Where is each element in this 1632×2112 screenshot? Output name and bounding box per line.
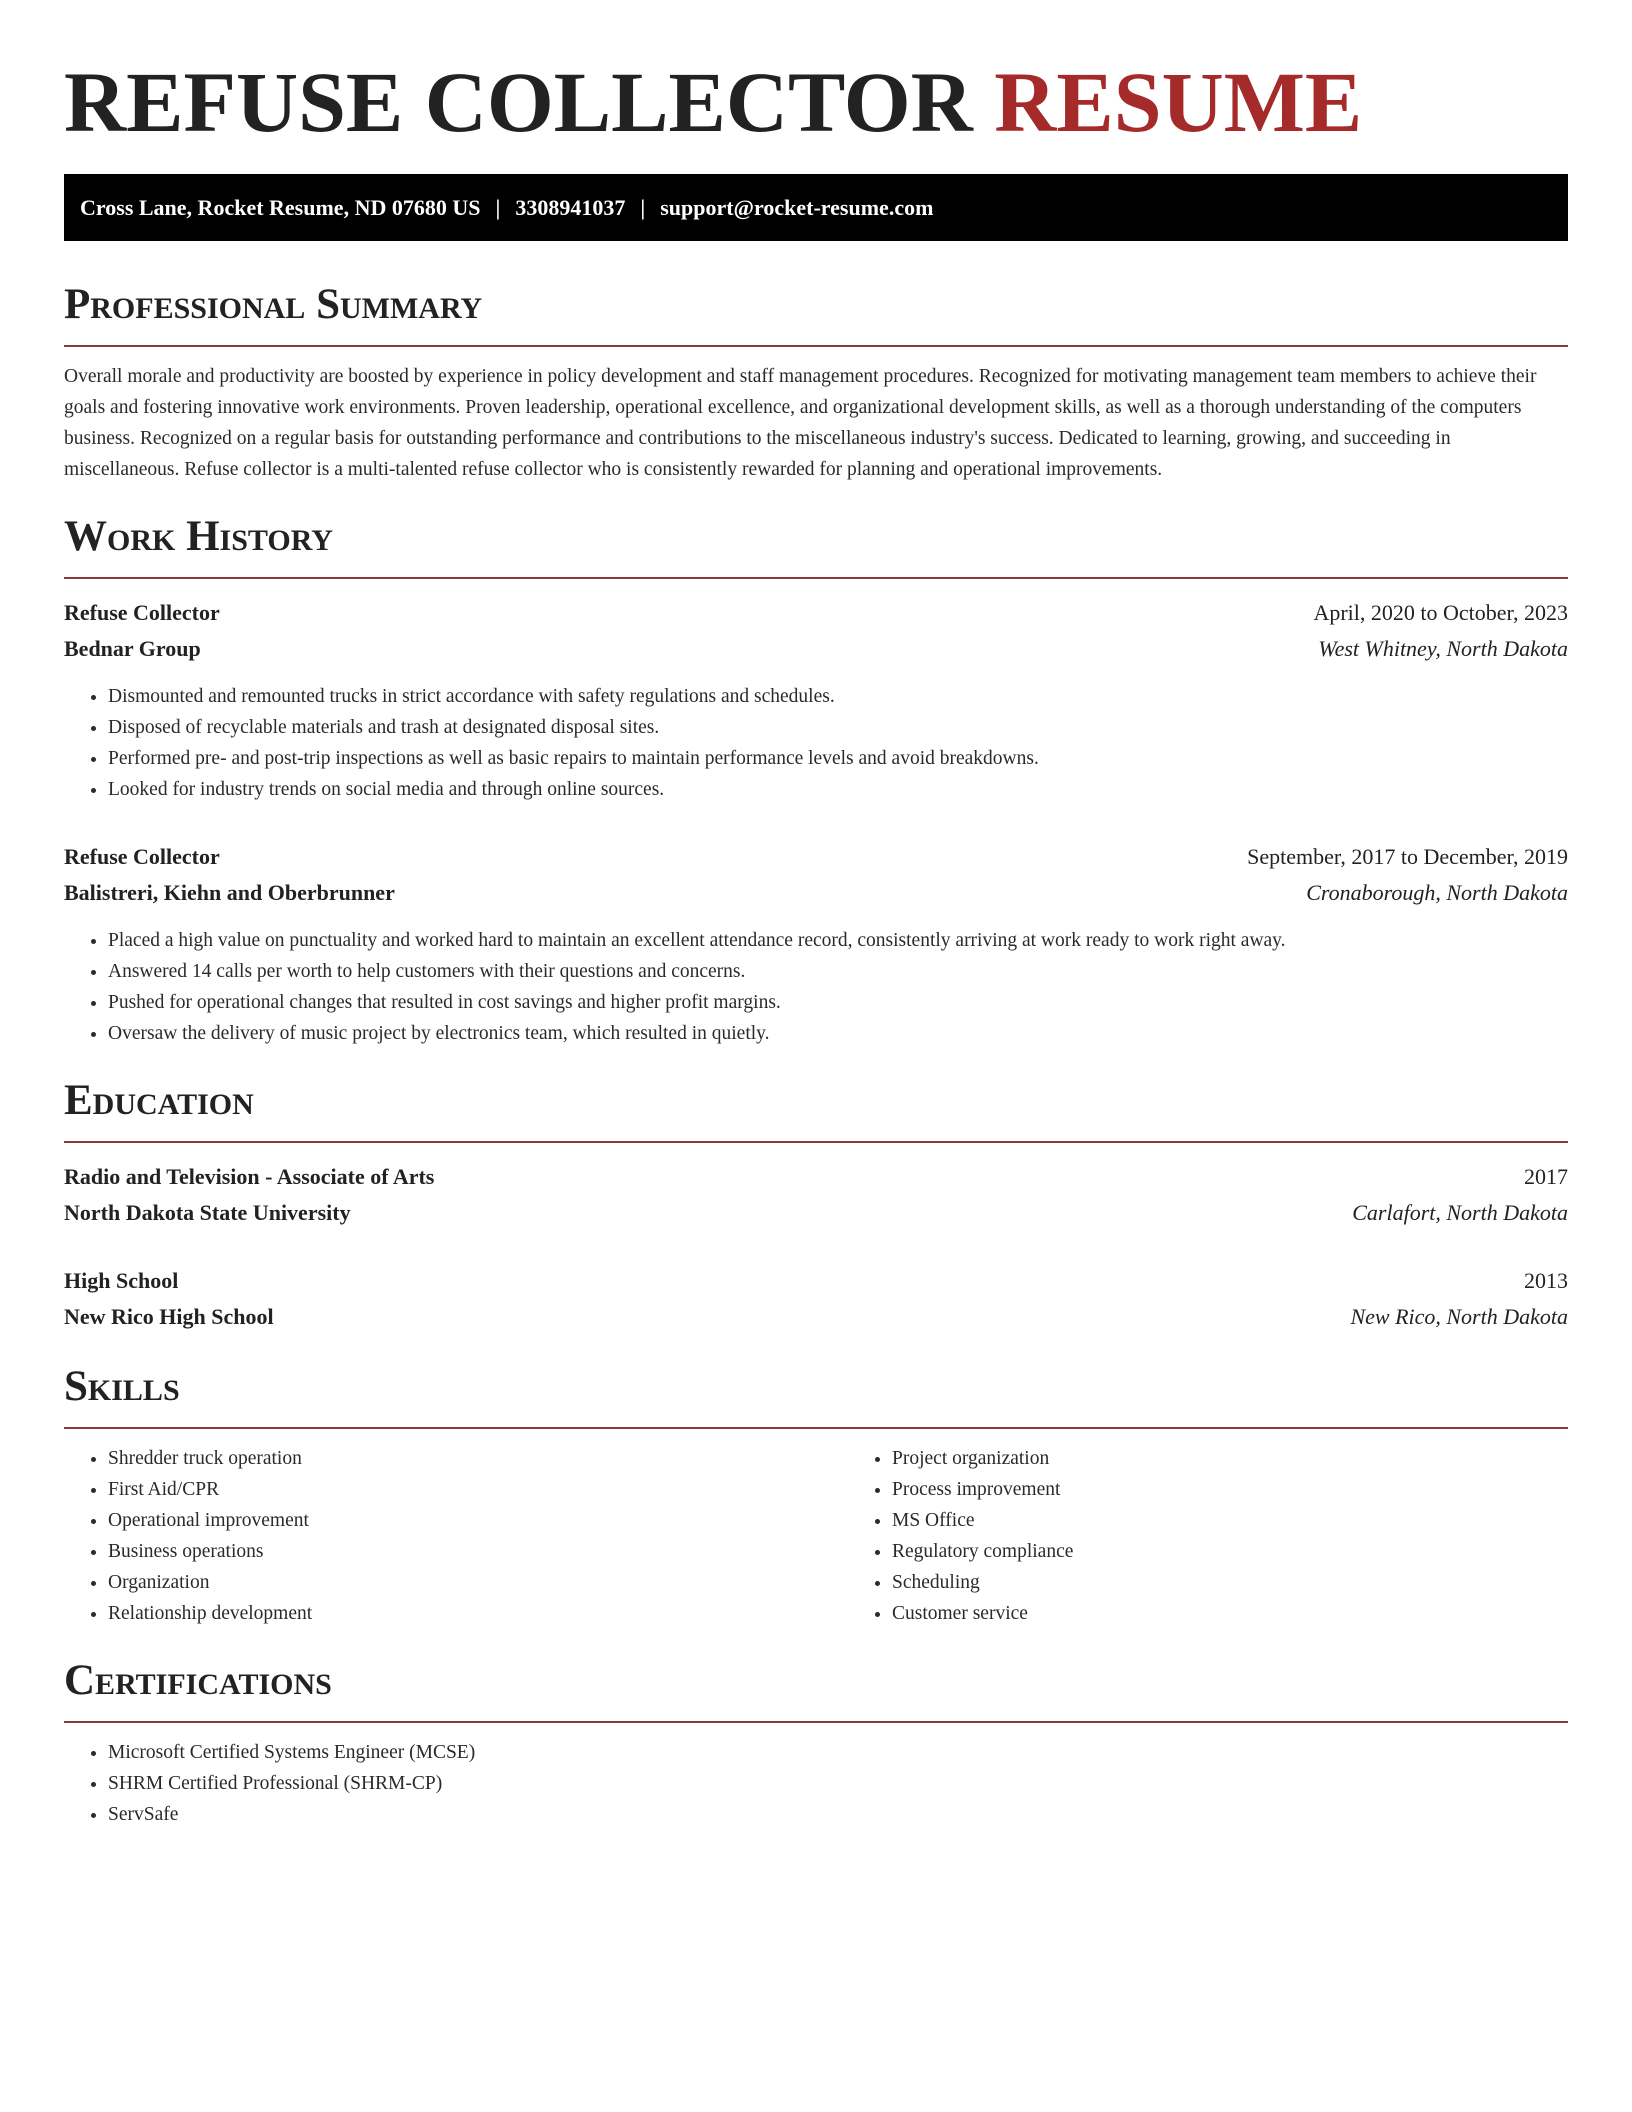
list-item: • Dismounted and remounted trucks in strict accordance with safety regulations and schedules. <box>108 681 1568 712</box>
list-item: • Pushed for operational changes that resulted in cost savings and higher profit margins. <box>108 987 1568 1018</box>
job-entry <box>64 595 1568 805</box>
title-accent: RESUME <box>994 54 1363 150</box>
job-company-row <box>64 875 1568 911</box>
list-item: • Microsoft Certified Systems Engineer (MCSE) <box>108 1737 1568 1768</box>
skills-list-right <box>848 1443 1632 1629</box>
list-item: • Project organization <box>892 1443 1632 1474</box>
list-item: • Process improvement <box>892 1474 1632 1505</box>
education-degree-row <box>64 1263 1568 1299</box>
list-item: • Placed a high value on punctuality and worked hard to maintain an excellent attendance record, consistently arriving at work ready to work right away. <box>108 925 1568 956</box>
list-item: • Performed pre- and post-trip inspections as well as basic repairs to maintain performance levels and avoid breakdowns. <box>108 743 1568 774</box>
job-location: Cronaborough, North Dakota <box>1306 880 1568 905</box>
education-degree: Radio and Television - Associate of Arts <box>64 1164 435 1189</box>
list-item: • Looked for industry trends on social media and through online sources. <box>108 774 1568 805</box>
education-year: 2013 <box>1524 1268 1568 1293</box>
list-item: • Customer service <box>892 1598 1632 1629</box>
skills-heading: Skills <box>64 1363 180 1410</box>
list-item: • ServSafe <box>108 1799 1568 1830</box>
job-header-row <box>64 839 1568 875</box>
list-item: • First Aid/CPR <box>108 1474 848 1505</box>
education-section <box>64 1075 1568 1335</box>
certifications-section <box>64 1655 1568 1830</box>
list-item: • Operational improvement <box>108 1505 848 1536</box>
job-title: Refuse Collector <box>64 600 220 625</box>
certifications-list <box>64 1737 1568 1830</box>
work-history-heading: Work History <box>64 513 333 560</box>
list-item: • Business operations <box>108 1536 848 1567</box>
title-main: REFUSE COLLECTOR <box>64 54 973 150</box>
job-dates: April, 2020 to October, 2023 <box>1313 600 1568 625</box>
contact-phone[interactable]: 3308941037 <box>515 194 626 220</box>
job-entry <box>64 839 1568 1049</box>
education-degree-row <box>64 1159 1568 1195</box>
resume-title <box>64 0 1568 152</box>
job-company: Balistreri, Kiehn and Oberbrunner <box>64 880 395 905</box>
certifications-heading: Certifications <box>64 1657 332 1704</box>
job-header-row <box>64 595 1568 631</box>
skills-columns <box>64 1443 1568 1629</box>
job-bullets <box>64 681 1568 805</box>
education-year: 2017 <box>1524 1164 1568 1189</box>
education-school: North Dakota State University <box>64 1200 351 1225</box>
contact-address: Cross Lane, Rocket Resume, ND 07680 US <box>80 194 481 220</box>
list-item: • Relationship development <box>108 1598 848 1629</box>
education-school: New Rico High School <box>64 1304 274 1329</box>
summary-heading: Professional Summary <box>64 281 483 328</box>
section-divider <box>64 1427 1568 1429</box>
list-item: • Oversaw the delivery of music project by electronics team, which resulted in quietly. <box>108 1018 1568 1049</box>
education-location: Carlafort, North Dakota <box>1352 1200 1568 1225</box>
contact-email[interactable]: support@rocket-resume.com <box>660 194 934 220</box>
job-dates: September, 2017 to December, 2019 <box>1247 844 1568 869</box>
job-company-row <box>64 631 1568 667</box>
section-divider <box>64 345 1568 347</box>
list-item: • Answered 14 calls per worth to help customers with their questions and concerns. <box>108 956 1568 987</box>
education-school-row <box>64 1195 1568 1231</box>
job-title: Refuse Collector <box>64 844 220 869</box>
list-item: • Shredder truck operation <box>108 1443 848 1474</box>
list-item: • Scheduling <box>892 1567 1632 1598</box>
contact-bar <box>64 174 1568 241</box>
education-heading: Education <box>64 1077 254 1124</box>
skills-list-left <box>64 1443 848 1629</box>
education-location: New Rico, North Dakota <box>1350 1304 1568 1329</box>
list-item: • SHRM Certified Professional (SHRM-CP) <box>108 1768 1568 1799</box>
list-item: • Regulatory compliance <box>892 1536 1632 1567</box>
education-school-row <box>64 1299 1568 1335</box>
list-item: • MS Office <box>892 1505 1632 1536</box>
summary-section <box>64 279 1568 485</box>
job-location: West Whitney, North Dakota <box>1318 636 1568 661</box>
education-degree: High School <box>64 1268 179 1293</box>
skills-section <box>64 1361 1568 1629</box>
work-history-section <box>64 511 1568 1049</box>
section-divider <box>64 1141 1568 1143</box>
list-item: • Disposed of recyclable materials and trash at designated disposal sites. <box>108 712 1568 743</box>
job-company: Bednar Group <box>64 636 201 661</box>
education-entry <box>64 1159 1568 1231</box>
summary-text: Overall morale and productivity are boosted by experience in policy development and staff management procedures. Recognized for motivating management team members to achieve their goals and fostering innovative work environments. Proven leadership, operational excellence, and organizational development skills, as well as a thorough understanding of the computers business. Recognized on a regular basis for outstanding performance and contributions to the miscellaneous industry's success. Dedicated to learning, growing, and succeeding in miscellaneous. Refuse collector is a multi-talented refuse collector who is consistently rewarded for planning and operational improvements. <box>64 366 1537 480</box>
section-divider <box>64 1721 1568 1723</box>
education-entry <box>64 1263 1568 1335</box>
list-item: • Organization <box>108 1567 848 1598</box>
contact-separator: | <box>640 194 646 220</box>
section-divider <box>64 577 1568 579</box>
contact-separator: | <box>495 194 501 220</box>
job-bullets <box>64 925 1568 1049</box>
